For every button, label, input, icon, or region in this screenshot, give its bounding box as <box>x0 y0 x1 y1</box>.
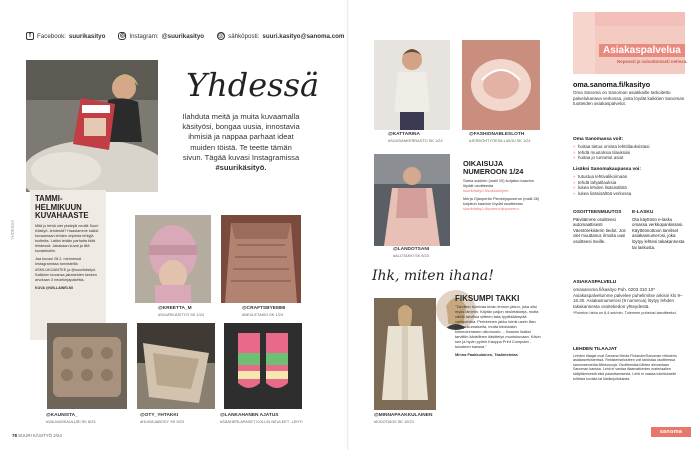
photo-knit-cowl <box>47 323 127 409</box>
fiksumpi-author: Minna Paakkulainen, Taalintehdas <box>455 352 518 357</box>
caption-project: #VALMASKAULURI SK 8/23 <box>46 419 96 424</box>
caption-craftsbyemmi <box>242 306 285 317</box>
intro-line: muiden töistä. Te teette tämän <box>190 142 292 152</box>
contest-title: TAMMI-HELMIKUUN KUVAHAASTE <box>35 194 89 221</box>
fiksumpi-heading: FIKSUMPI TAKKI <box>455 294 520 303</box>
hero-hashtag: #suurikäsityö. <box>215 163 267 173</box>
address-text: Päivitämme osoitteesi automaattisesti Väestörekisterin tiedot. Jos olet muuttanut, ilmoita uusi osoitteesi meille. <box>573 216 626 244</box>
caption-handle: @KREETTA_M <box>158 306 192 311</box>
page-gutter <box>347 0 349 450</box>
instagram-item <box>118 32 204 40</box>
intro-line: Ilahduta meitä ja muita kuvaamalla <box>182 112 300 121</box>
caption-handle: @LANKAHANEN AJATUS <box>220 413 279 418</box>
caption-project: #HUIVAJABOSY SK 9/23 <box>140 419 184 424</box>
customer-service-title: Asiakaspalvelua <box>599 44 685 57</box>
oma-sanoma-section <box>573 82 685 107</box>
caption-kaunista <box>46 413 95 424</box>
caption-project: #NEULETAKKI SK 1/24 <box>242 312 284 317</box>
customer-service-column <box>573 12 688 432</box>
facebook-label: Facebook: <box>37 32 66 40</box>
fiksumpi-quote: "Tarvitsin toimivaa kivan tennon jakun, joka olisi myös lämmin. Käytän paljon neuletakkeja, mutta välillä tarvitsia siitteen taks tyylikkäämpää vaihtoehtoa. Perinteinen jakku toimii usein liian virkapukumaiselta, mutta kiedotakin kimmoinmanen ulkomuoto.... Kaavan lisäksi tarvittiin kädellinen käsittelyn muotokuvaan. Kävin sen ja hyvin pyörin Kauppa Print Computer -tulosteen kanssa." <box>455 304 541 349</box>
facebook-icon: f <box>26 32 34 40</box>
contest-box <box>30 190 106 340</box>
caption-kattarina <box>388 132 443 143</box>
caption-handle: @KAUNISTA_ <box>46 413 78 418</box>
photo-knit-hat <box>135 215 211 303</box>
einvoice-title: E-LASKU <box>632 210 654 215</box>
sanomakauppa-features <box>573 167 685 197</box>
photo-knit-cardigan <box>221 215 301 303</box>
address-einvoice-row <box>573 210 685 250</box>
corrections-link1[interactable]: suurikäsityö.fi/sukkaohjeet. <box>463 188 510 194</box>
at-icon: @ <box>218 33 225 39</box>
instagram-label: Instagram: <box>129 32 159 40</box>
register-text: Lehden tilaajat ovat Sanoma Media Finlandin/Sanoman rekisterin asiakasrekisterissä. Rekisteriselosteen voit tarkistaa osoitteessa sanomaemedia.fi/tietosuoja. Osoitteestasi lähtee ainoastaan Sanoman kanssa. Lehti ei vastaa tilaamattomien materiaalien säilyttämisestä eikä palauttamisesta. Lehti ei vastaa toimitukselle tulleista kuvista tai käsikirjoituksista. <box>573 353 677 381</box>
photo-mid-person <box>374 154 450 246</box>
list-item: » lukea lisäsisältöä verkossa <box>573 191 685 197</box>
caption-project: #ALOTAKKI SK 9/23 <box>393 253 429 258</box>
list-item: » hoitaa jo tunnetut asiat <box>573 155 685 161</box>
page-footer <box>12 433 62 438</box>
intro-line: ihmisiä ja nappaa parhaat ideat <box>188 132 294 142</box>
phone-service <box>573 280 685 316</box>
phone-note: *Puhelun hinta on 8,4 snt/min. Tulemme puhelusi tasoitteeksi. <box>573 310 677 315</box>
caption-handle: @OTY_YHTAKKI <box>140 413 179 418</box>
customer-service-subtitle: Nopeasti ja vaivattomasti netissä. <box>617 59 688 64</box>
intro-line: sivun. Tägää kuvasi Instagramissa <box>182 152 300 162</box>
register-title: LEHDEN TILAAJAT <box>573 347 617 352</box>
caption-project: #KIDOTAKKI SK 10/23 <box>374 419 414 424</box>
email-item <box>217 32 344 40</box>
caption-project: #JERDÖHTYÖESILLIAVIU SK 1/24 <box>469 138 531 143</box>
list-item: » tehdä lahjatilauksia <box>573 180 685 186</box>
section-side-tab: YHDESSÄ <box>10 219 15 240</box>
caption-project: #SUUSANKERRASTO SK 1/24 <box>388 138 443 143</box>
page-number: 78 <box>12 433 17 438</box>
contest-signature: KUVA @WILLAINELMI <box>35 285 73 290</box>
photo-knit-shawl <box>137 323 215 409</box>
list-item: » lukea lehden lisäsisältöä <box>573 185 685 191</box>
list-item: » tutustua lehtivalikoimaan <box>573 174 685 180</box>
email-label: sähköposti: <box>228 32 260 40</box>
photo-reader <box>26 60 158 192</box>
customer-service-banner <box>573 12 688 74</box>
caption-handle: @KATTARINA <box>388 132 420 137</box>
address-change <box>573 210 626 250</box>
sanoma-logo: sanoma <box>651 427 691 437</box>
facebook-item <box>26 32 105 40</box>
wow-title: Ihk, miten ihana! <box>372 268 494 284</box>
corrections-para1: Sama sukkien (malli 19) korjatun kaavion löydät osoitteesta <box>463 178 534 189</box>
caption-project: #SUURIKÄSITYÖ SK 1/24 <box>158 312 205 317</box>
caption-handle: @MINNAPAAKKULAINEN <box>374 413 433 418</box>
phone-title: ASIAKASPALVELU <box>573 280 617 285</box>
corrections-title: OIKAISUJA NUMEROON 1/24 <box>463 159 524 176</box>
banner-step <box>573 12 595 74</box>
social-bar <box>26 32 348 40</box>
caption-handle: @FASHIONABLESLOTH <box>469 132 525 137</box>
caption-landotsani <box>393 247 429 258</box>
hero-intro <box>166 112 316 173</box>
facebook-handle: suurikasityo <box>68 32 106 40</box>
instagram-icon: ◎ <box>119 33 125 39</box>
fiksumpi-box <box>455 296 541 357</box>
caption-oty <box>140 413 184 424</box>
photo-minna-coat <box>374 298 436 410</box>
oma-sanoma-features <box>573 137 685 161</box>
list-item: » hoitaa tietoa omista lehtitilauksistasi <box>573 144 685 150</box>
corrections-box <box>463 160 543 211</box>
phone-text: omasanoma.fi/kasityo Puh. 0203 310 10* Asiakaspalvelumme palvelee puhelimitse arkisin klo 9–16.30. Asiakasnumerosi (9 numeroa) löytyy lehden takakannesta osoitetiedon yhteydestä. <box>573 286 683 310</box>
register-info <box>573 348 685 381</box>
caption-minna <box>374 413 432 424</box>
list-item: » tehdä muutoksia tilauksiisi <box>573 150 685 156</box>
caption-handle: @LANDOTSANI <box>393 247 430 252</box>
extra-features-title: Lisäksi Sanomakaupassa voi: <box>573 167 641 172</box>
hero-title: Yhdessä <box>186 66 320 104</box>
contest-rules: Jaa kuvasi 28.2. mennessä Instagramissa tunnisteilla #SKILUKIJANTEE ja @suurikäsityö. Kaikkien kuvansa jakaneiden kesken arvotaan 3 neulekirjapakettia. <box>35 257 98 282</box>
einvoice <box>632 210 685 250</box>
caption-handle: @CRAFTSBYEMMI <box>242 306 286 311</box>
corrections-para2: Merja Ojanperän Pienkirjopuseron (malli 28) korjatun kaavion löydät osoitteesta <box>463 195 540 206</box>
oma-features-title: Oma Sanomassa voit: <box>573 137 624 142</box>
photo-top-pink <box>462 40 540 130</box>
instagram-handle: @suurikasityo <box>161 32 205 40</box>
contest-body: Mitä jo tehtä olet yksiinjäi neuliä Suuri Käsityö -lehdestä? Haastamme kaikki kuvaamaan lehden ohjeista tehtyjä tuotteita. Laittoi teidän parhaita töitä lehdessä. Jakakaan kuvat ja liitä kuvatekstiin. <box>35 223 99 254</box>
einvoice-text: Ota käyttöön e-lasku omassa verkkopankissasi. Käyttöönottoon tarvitset asiakasnumerosi, joka löytyy lehtesi takakannesta tai laskusta. <box>632 216 685 250</box>
photo-knit-mittens <box>224 323 302 409</box>
caption-kreetta <box>158 306 204 317</box>
email-address: suuri.kasityo@sanoma.com <box>262 32 345 40</box>
oma-sanoma-site[interactable]: oma.sanoma.fi/kasityo <box>573 80 651 89</box>
oma-sanoma-desc: Oma Sanoma on Sanoman asiakkaille tarkoitettu palvelukanava verkossa, josta löydät kaikkien Sanoman tuotteiden asiakaspalvelut. <box>573 89 685 107</box>
intro-line: käsityösi, bongaa uusia, innostavia <box>182 122 300 132</box>
address-title: OSOITTEENMUUTOS <box>573 210 622 215</box>
footer-publication: SUURI KÄSITYÖ 2/24 <box>18 433 62 438</box>
corrections-link2[interactable]: suurikäsityö.fi/puserohjepuseero. <box>463 206 520 212</box>
caption-lankahanen <box>220 413 303 424</box>
caption-fashionablesloth <box>469 132 531 143</box>
photo-top-person <box>374 40 450 130</box>
caption-project: #SÄÄHERLAPASET KOLLIN NEULEET -LEHTI <box>220 419 303 424</box>
